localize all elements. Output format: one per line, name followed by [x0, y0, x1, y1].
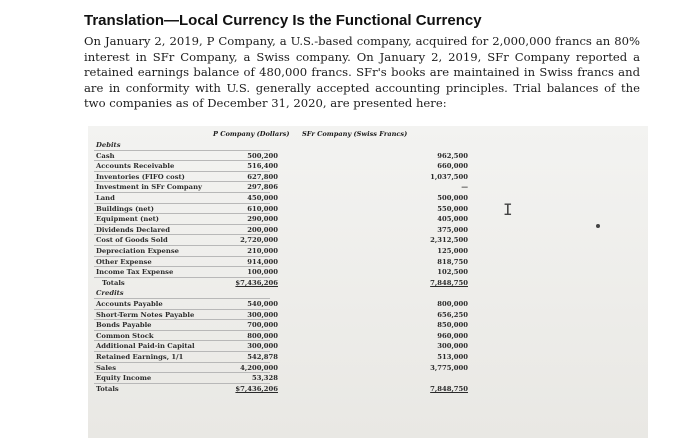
problem-title: Translation—Local Currency Is the Functional Currency — [84, 12, 482, 29]
row-label: Totals — [102, 278, 125, 287]
sfr-company-value: 513,000 — [437, 353, 468, 361]
debit-totals-row — [88, 278, 648, 289]
row-label: Accounts Payable — [96, 300, 163, 308]
row-label: Equity Income — [96, 374, 152, 383]
sfr-company-value: 818,750 — [437, 257, 468, 266]
p-company-value: $7,436,206 — [235, 278, 278, 287]
p-company-value: 2,720,000 — [240, 236, 278, 245]
sfr-company-value: 405,000 — [437, 215, 468, 224]
sfr-company-value: 2,312,500 — [430, 236, 468, 245]
p-company-value: 914,000 — [247, 257, 278, 266]
row-label: Depreciation Expense — [96, 247, 179, 255]
row-label: Land — [96, 194, 115, 202]
p-company-value: 53,328 — [251, 374, 278, 383]
sfr-company-value: 960,000 — [437, 331, 468, 340]
row-label: Investment in SFr Company — [96, 183, 202, 192]
p-company-value: 540,000 — [247, 300, 278, 308]
mouse-dot-icon — [596, 224, 600, 228]
p-company-value: 627,800 — [247, 172, 278, 181]
p-company-value: 290,000 — [247, 215, 278, 224]
p-company-value: $7,436,206 — [235, 384, 278, 393]
p-company-value: 200,000 — [247, 225, 278, 234]
row-label: Income Tax Expense — [96, 268, 174, 277]
sfr-company-value: 550,000 — [437, 204, 468, 213]
sfr-company-value: 850,000 — [437, 321, 468, 330]
p-company-value: 300,000 — [247, 342, 278, 351]
sfr-company-value: 1,037,500 — [430, 172, 468, 181]
sfr-company-value: 962,500 — [437, 151, 468, 160]
p-company-value: 516,400 — [247, 162, 278, 171]
p-company-value: 297,806 — [247, 183, 278, 192]
row-label: Cost of Goods Sold — [96, 236, 168, 245]
sfr-company-value: 3,775,000 — [430, 363, 468, 372]
sfr-company-value: — — [461, 183, 468, 192]
p-company-value: 4,200,000 — [240, 363, 278, 372]
header-p-company: P Company (Dollars) — [213, 130, 290, 138]
sfr-company-value: 375,000 — [437, 225, 468, 234]
text-cursor-icon: I — [503, 200, 513, 219]
row-label: Totals — [96, 384, 119, 393]
p-company-value: 610,000 — [247, 204, 278, 213]
row-label: Debits — [96, 141, 121, 149]
credit-totals-row — [88, 384, 648, 395]
p-company-value: 542,878 — [247, 353, 278, 361]
row-label: Cash — [96, 151, 115, 160]
p-company-value: 100,000 — [247, 268, 278, 277]
p-company-value: 300,000 — [247, 310, 278, 319]
trial-balance-table — [88, 126, 648, 438]
row-label: Additional Paid-in Capital — [96, 342, 195, 351]
row-label: Sales — [96, 363, 117, 372]
row-label: Accounts Receivable — [96, 162, 175, 171]
sfr-company-value: 656,250 — [437, 310, 468, 319]
row-label: Dividends Declared — [96, 225, 170, 234]
p-company-value: 500,200 — [247, 151, 278, 160]
sfr-company-value: 102,500 — [437, 268, 468, 277]
sfr-company-value: 800,000 — [437, 300, 468, 308]
row-label: Inventories (FIFO cost) — [96, 172, 185, 181]
row-label: Bonds Payable — [96, 321, 152, 330]
sfr-company-value: 125,000 — [437, 247, 468, 255]
sfr-company-value: 300,000 — [437, 342, 468, 351]
row-label: Retained Earnings, 1/1 — [96, 353, 184, 361]
row-label: Common Stock — [96, 331, 154, 340]
sfr-company-value: 7,848,750 — [430, 384, 468, 393]
row-label: Buildings (net) — [96, 204, 154, 213]
p-company-value: 800,000 — [247, 331, 278, 340]
sfr-company-value: 660,000 — [437, 162, 468, 171]
problem-description: On January 2, 2019, P Company, a U.S.-based company, acquired for 2,000,000 francs an 80% interest in SFr Company, a Swiss company. On January 2, 2019, SFr Company reported a retained earnings balance of 480,000 francs. SFr's books are maintained in Swiss francs and are in conformity with U.S. generally accepted accounting principles. Trial balances of the two companies as of December 31, 2020, are presented here: — [84, 34, 640, 110]
sfr-company-value: 500,000 — [437, 194, 468, 202]
p-company-value: 700,000 — [247, 321, 278, 330]
sfr-company-value: 7,848,750 — [430, 278, 468, 287]
row-label: Credits — [96, 289, 124, 298]
p-company-value: 450,000 — [247, 194, 278, 202]
row-label: Equipment (net) — [96, 215, 160, 224]
row-label: Short-Term Notes Payable — [96, 310, 195, 319]
row-label: Other Expense — [96, 257, 152, 266]
p-company-value: 210,000 — [247, 247, 278, 255]
header-sfr-company: SFr Company (Swiss Francs) — [302, 130, 408, 138]
